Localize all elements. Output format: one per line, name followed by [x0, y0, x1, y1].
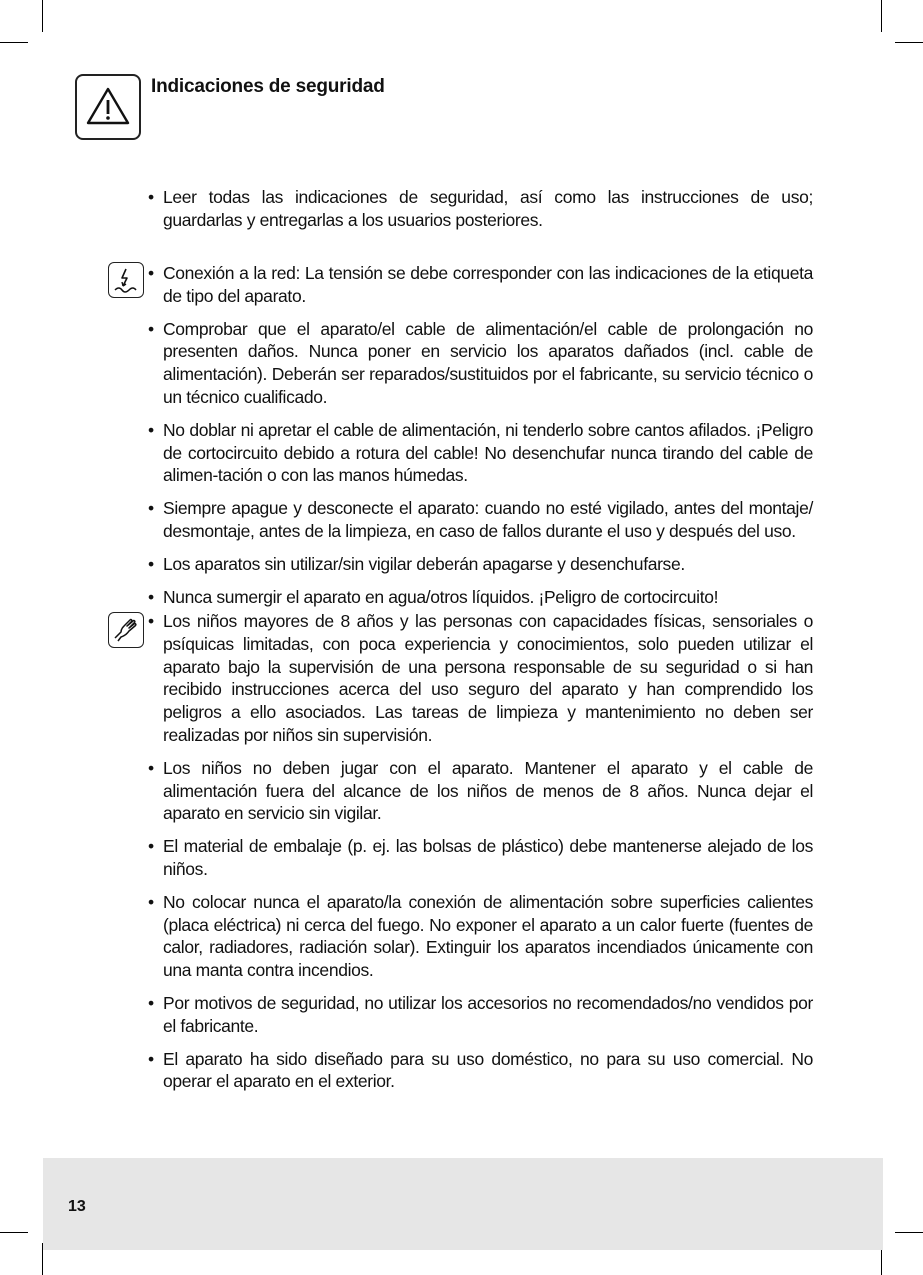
crop-mark — [0, 1232, 28, 1233]
crop-mark — [0, 42, 28, 43]
general-safety-section — [148, 186, 813, 242]
safety-item: • Los niños mayores de 8 años y las personas con capacidades físicas, sensoriales o psíquicas limitadas, con poca experiencia y conocimientos, solo pueden utilizar el aparato bajo la supervisión de una persona responsable de su seguridad o si han recibido instrucciones acerca del uso seguro del aparato y han comprendido los peligros a ello asociados. Las tareas de limpieza y mantenimiento no deben ser realizadas por niños sin supervisión. — [148, 610, 813, 747]
safety-item: • Nunca sumergir el aparato en agua/otros líquidos. ¡Peligro de cortocircuito! — [148, 586, 813, 609]
crop-mark — [42, 0, 43, 32]
crop-mark — [895, 42, 923, 43]
crop-mark — [881, 0, 882, 32]
safety-item: • No doblar ni apretar el cable de alimentación, ni tenderlo sobre cantos afilados. ¡Peligro de cortocircuito debido a rotura del cable! No desenchufar nunca tirando del cable de alimen-tación o con las manos húmedas. — [148, 419, 813, 487]
safety-item: • El aparato ha sido diseñado para su uso doméstico, no para su uso comercial. No operar el aparato en el exterior. — [148, 1048, 813, 1094]
safety-item: • Conexión a la red: La tensión se debe corresponder con las indicaciones de la etiqueta de tipo del aparato. — [148, 262, 813, 308]
safety-item: • Los niños no deben jugar con el aparato. Mantener el aparato y el cable de alimentación fuera del alcance de los niños de menos de 8 años. Nunca dejar el aparato en servicio sin vigilar. — [148, 757, 813, 825]
safety-item: • Leer todas las indicaciones de seguridad, así como las instrucciones de uso; guardarlas y entregarlas a los usuarios posteriores. — [148, 186, 813, 232]
safety-item: • Los aparatos sin utilizar/sin vigilar deberán apagarse y desenchufarse. — [148, 553, 813, 576]
crop-mark — [895, 1232, 923, 1233]
hand-icon — [108, 612, 144, 648]
page-number: 13 — [68, 1198, 86, 1215]
warning-icon — [75, 74, 141, 140]
electric-hazard-icon — [108, 262, 144, 298]
safety-item: • Siempre apague y desconecte el aparato: cuando no esté vigilado, antes del montaje/ desmontaje, antes de la limpieza, en caso de fallos durante el uso y después del uso. — [148, 497, 813, 543]
safety-item: • No colocar nunca el aparato/la conexión de alimentación sobre superficies calientes (placa eléctrica) ni cerca del fuego. No exponer el aparato a un calor fuerte (fuentes de calor, radiadores, radiación solar). Extinguir los aparatos incendiados únicamente con una manta contra incendios. — [148, 891, 813, 982]
page-title: Indicaciones de seguridad — [151, 76, 385, 97]
safety-item: • Por motivos de seguridad, no utilizar los accesorios no recomendados/no vendidos por el fabricante. — [148, 992, 813, 1038]
page-footer — [43, 1158, 883, 1250]
safety-item: • Comprobar que el aparato/el cable de alimentación/el cable de prolongación no presenten daños. Nunca poner en servicio los aparatos dañados (incl. cable de alimentación). Deberán ser reparados/sustituidos por el fabricante, su servicio técnico o un técnico cualificado. — [148, 318, 813, 409]
safety-item: • El material de embalaje (p. ej. las bolsas de plástico) debe mantenerse alejado de los niños. — [148, 835, 813, 881]
electrical-safety-section — [148, 262, 813, 618]
children-safety-section — [148, 610, 813, 1103]
